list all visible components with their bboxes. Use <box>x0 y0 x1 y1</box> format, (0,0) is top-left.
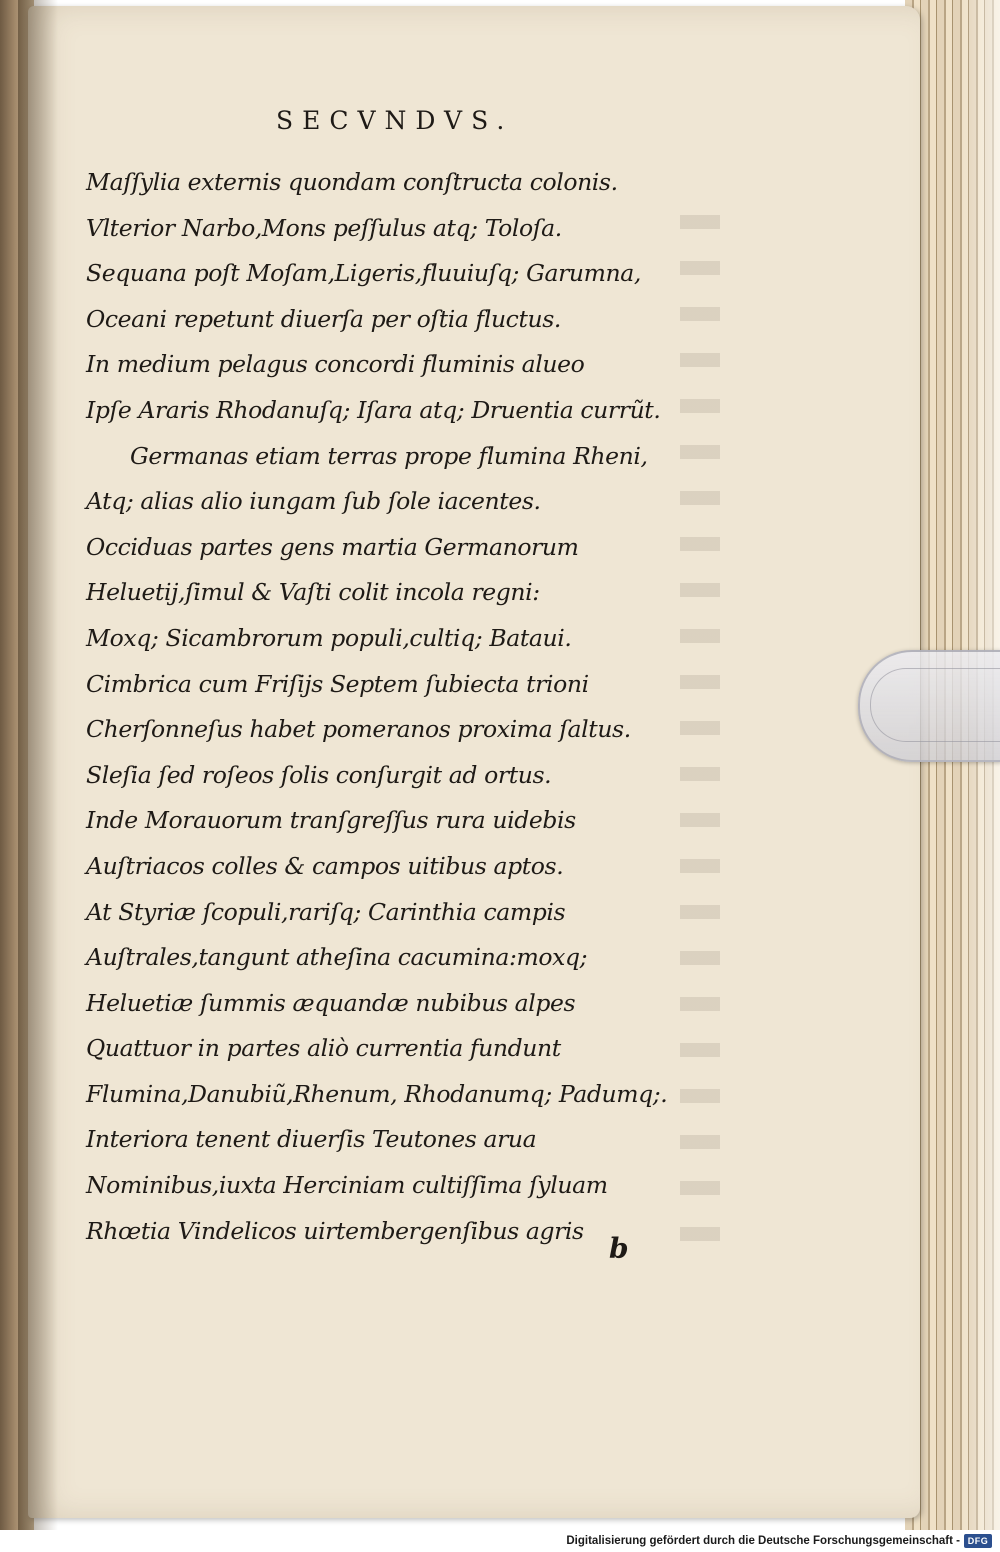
verse-line: Moxq; Sicambrorum populi,cultiq; Bataui. <box>86 623 572 652</box>
gutter-shadow <box>18 0 58 1530</box>
verse-line: Heluetij,ſimul & Vaſti colit incola regni: <box>86 578 540 607</box>
verse-line: Cherſonneſus habet pomeranos proxima ſaltus. <box>86 715 631 744</box>
verse-line: At Styriæ ſcopuli,rariſq; Carinthia campis <box>86 897 566 926</box>
verse-line: Atq; alias alio iungam ſub ſole iacentes. <box>86 487 541 516</box>
verse-line: Vlterior Narbo,Mons peſſulus atq; Toloſa. <box>86 213 562 242</box>
page-edges-fade <box>960 0 1000 1530</box>
verse-line: Nominibus,iuxta Herciniam cultiſſima ſyluam <box>86 1171 608 1200</box>
verse-line: Ipſe Araris Rhodanuſq; Iſara atq; Druentia currũt. <box>86 395 661 424</box>
verse-line: Auſtrales,tangunt atheſina cacumina:moxq; <box>86 943 588 972</box>
verse-line: Inde Morauorum tranſgreſſus rura uidebis <box>86 806 576 835</box>
verse-line: In medium pelagus concordi fluminis alueo <box>86 350 585 379</box>
funding-credit: Digitalisierung gefördert durch die Deutsche Forschungsgemeinschaft - <box>566 1535 960 1547</box>
verse-line: Flumina,Danubiũ,Rhenum, Rhodanumq; Padumq;. <box>86 1079 668 1108</box>
verse-line: Cimbrica cum Friſijs Septem ſubiecta trioni <box>86 669 589 698</box>
verse-line: Sequana poſt Moſam,Ligeris,fluuiuſq; Garumna, <box>86 259 641 288</box>
verse-line: Oceani repetunt diuerſa per oſtia fluctus. <box>86 304 561 333</box>
signature-mark: b <box>609 1232 629 1265</box>
verse-line: Interiora tenent diuerſis Teutones arua <box>86 1125 537 1154</box>
verse-line: Quattuor in partes aliò currentia fundunt <box>86 1034 561 1063</box>
verse-block <box>86 160 746 1254</box>
verse-line: Occiduas partes gens martia Germanorum <box>86 532 579 561</box>
verse-line: Heluetiæ ſummis æquandæ nubibus alpes <box>86 988 576 1017</box>
verse-line: Sleſia ſed roſeos ſolis conſurgit ad ortus. <box>86 760 552 789</box>
verse-line-indented: Germanas etiam terras prope flumina Rheni, <box>130 441 648 470</box>
running-head: SECVNDVS. <box>276 106 514 135</box>
dfg-logo-icon: DFG <box>964 1534 992 1548</box>
verse-line: Auſtriacos colles & campos uitibus aptos. <box>86 851 564 880</box>
verse-line: Rhœtia Vindelicos uirtembergenſibus agris <box>86 1216 584 1245</box>
plastic-clip-inner <box>870 668 1000 742</box>
verse-line: Maſſylia externis quondam conſtructa colonis. <box>86 168 618 196</box>
